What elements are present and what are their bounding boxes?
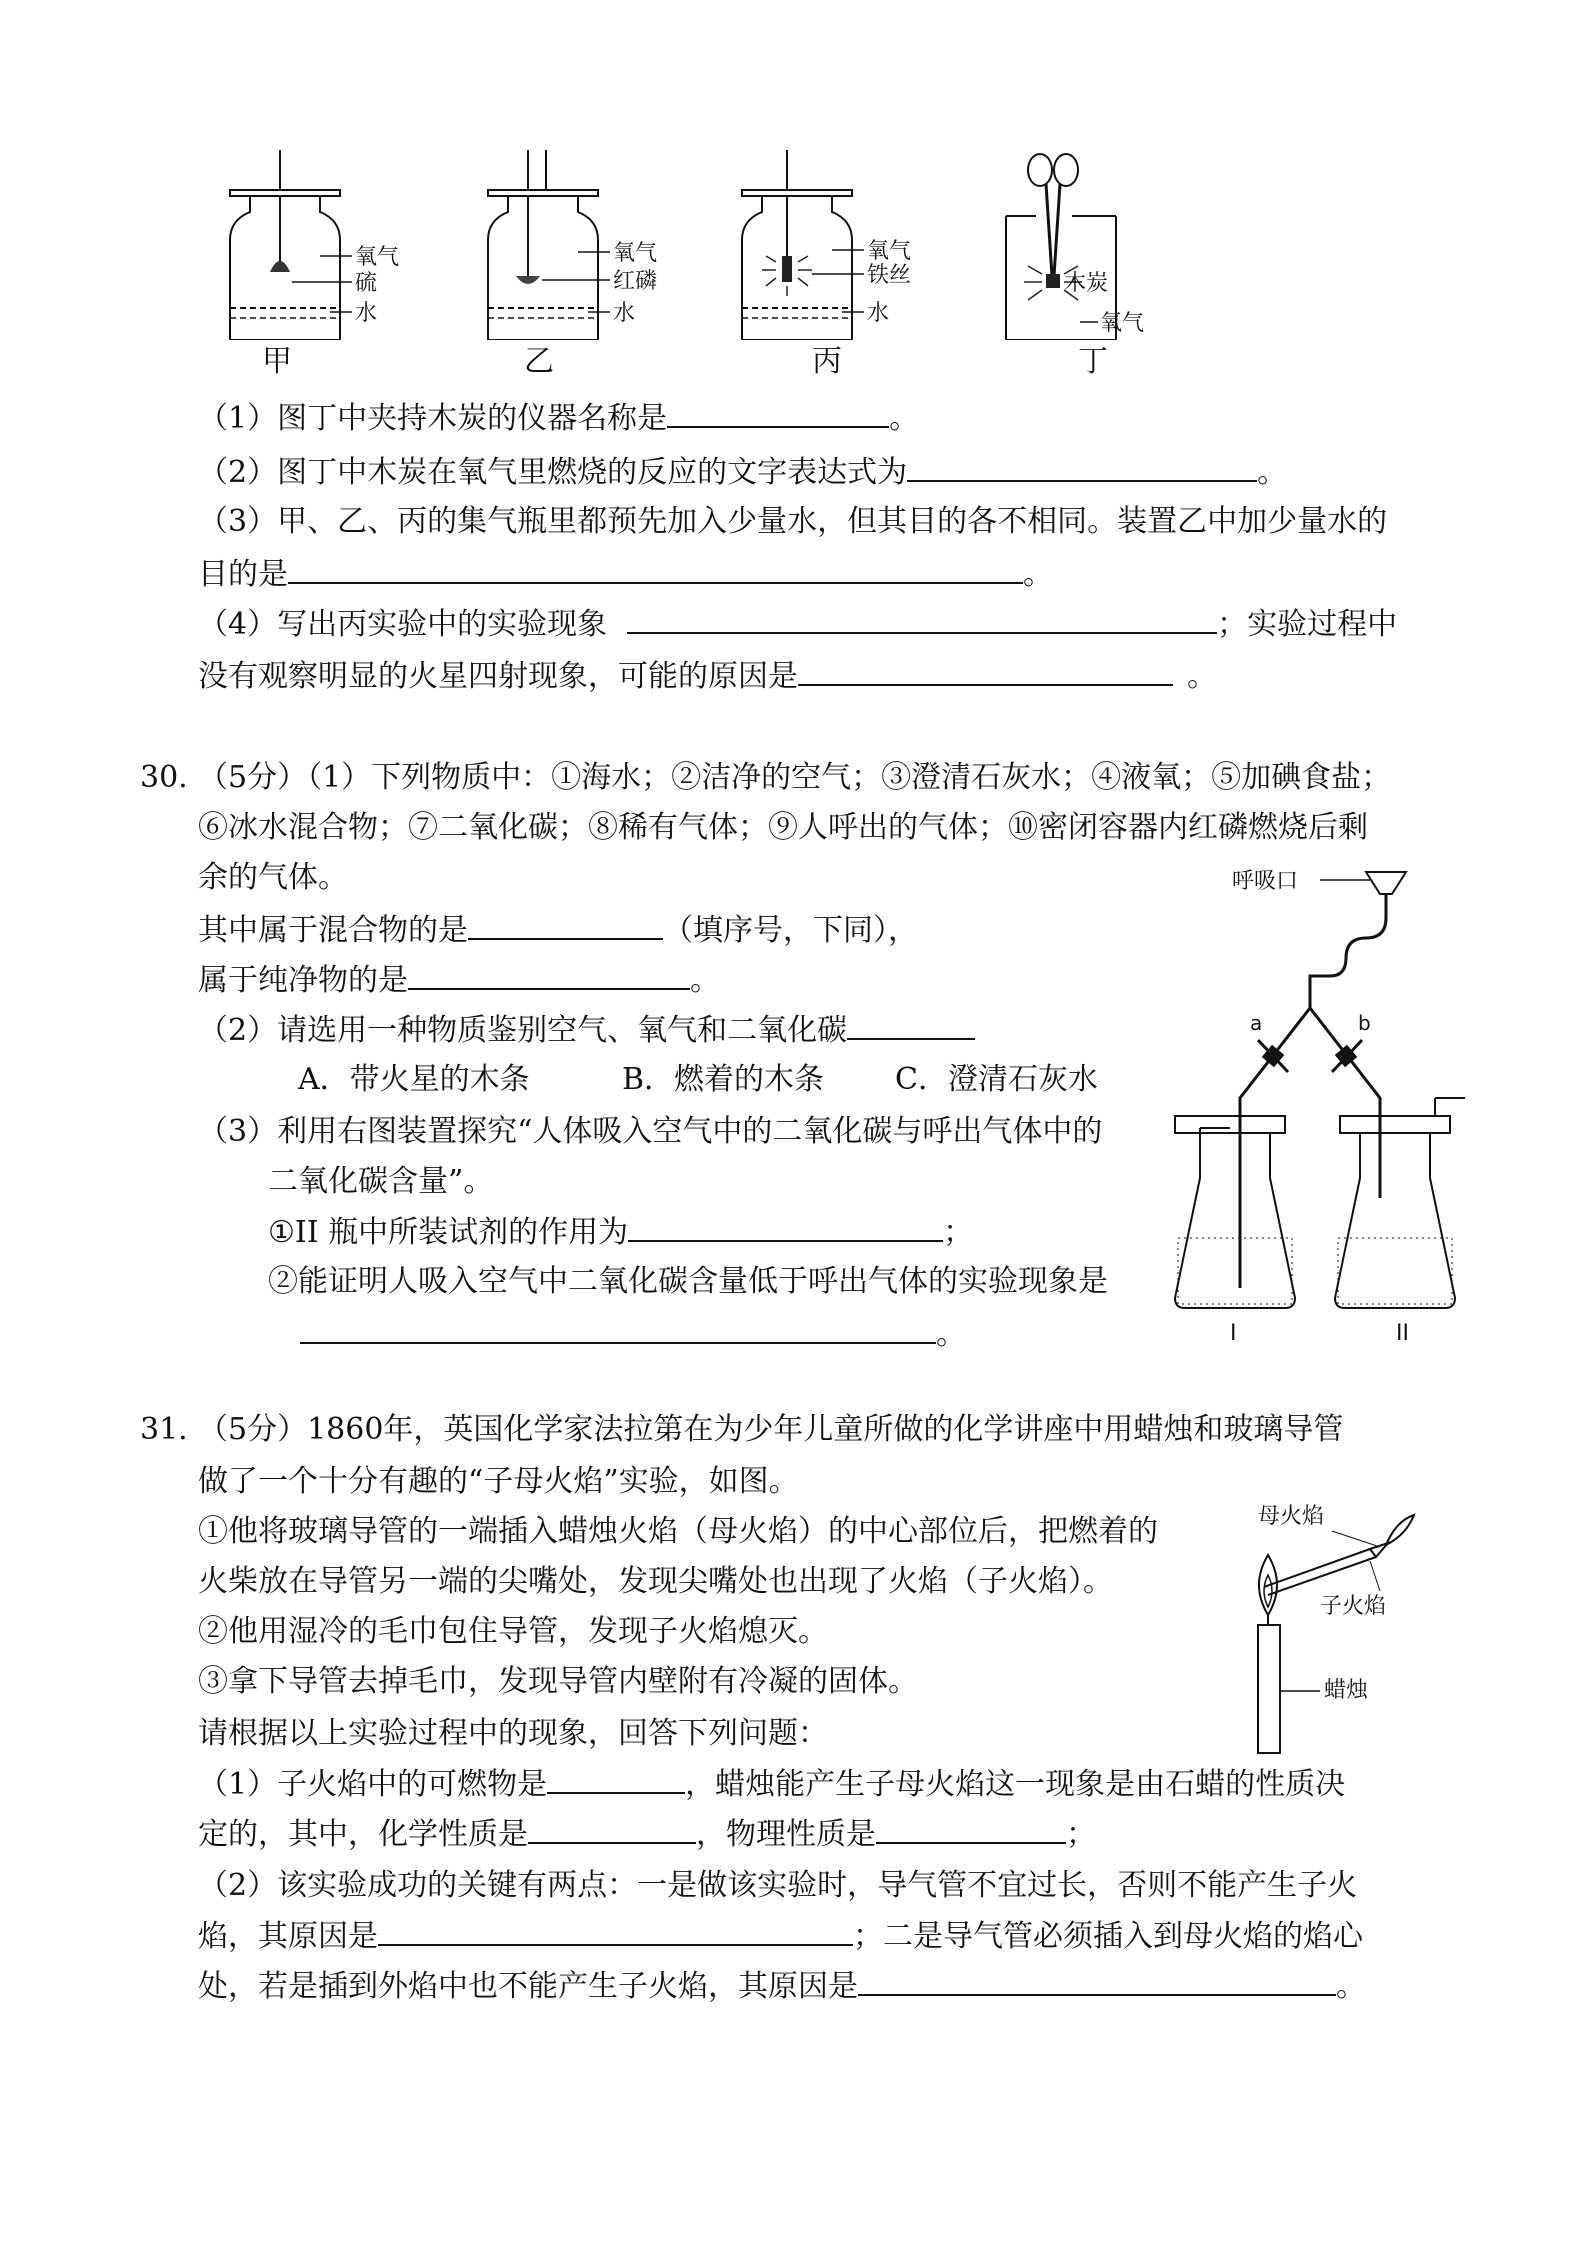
q31-line3: ①他将玻璃导管的一端插入蜡烛火焰（母火焰）的中心部位后，把燃着的 — [198, 1514, 1158, 1549]
q30-line1: （5分）（1）下列物质中：①海水；②洁净的空气；③澄清石灰水；④液氧；⑤加碘食盐； — [198, 760, 1392, 795]
valve-a-label: a — [1250, 1011, 1263, 1035]
q29-part4-line2: 没有观察明显的火星四射现象，可能的原因是 。 — [198, 656, 1217, 697]
jar-bing-figure — [732, 150, 912, 340]
q30-line4: 其中属于混合物的是 （填序号，下同）， — [198, 910, 918, 951]
jar-jia-figure — [220, 150, 400, 340]
q30-line3: 余的气体。 — [198, 860, 348, 895]
flask-I-label: I — [1230, 1321, 1237, 1346]
q30-option-a: A．带火星的木条 — [298, 1062, 530, 1097]
label-sulfur: 硫 — [355, 271, 378, 296]
answer-blank[interactable] — [378, 1916, 853, 1946]
q29-part4-line1: （4）写出丙实验中的实验现象 ；实验过程中 — [198, 604, 1397, 645]
q31-line4: 火柴放在导管另一端的尖嘴处，发现尖嘴处也出现了火焰（子火焰）。 — [198, 1564, 1113, 1599]
q29-part3-line1: （3）甲、乙、丙的集气瓶里都预先加入少量水，但其目的各不相同。装置乙中加少量水的 — [198, 504, 1388, 539]
candle-flame-figure — [1220, 1495, 1440, 1755]
q31-line11: 焰，其原因是 ；二是导气管必须插入到母火焰的焰心 — [198, 1916, 1363, 1957]
q31-line1: （5分）1860年，英国化学家法拉第在为少年儿童所做的化学讲座中用蜡烛和玻璃导管 — [198, 1412, 1344, 1447]
answer-blank[interactable] — [667, 398, 889, 428]
label-candle: 蜡烛 — [1324, 1678, 1369, 1703]
caption-bing: 丙 — [812, 344, 842, 379]
label-charcoal: 木炭 — [1064, 271, 1109, 296]
q29-part3-line2: 目的是 。 — [198, 554, 1053, 595]
label-water: 水 — [867, 301, 890, 326]
caption-ding: 丁 — [1078, 344, 1108, 379]
answer-blank[interactable] — [858, 1966, 1336, 1996]
caption-yi: 乙 — [524, 344, 554, 379]
flask-II-label: II — [1396, 1321, 1409, 1346]
q30-line6: （2）请选用一种物质鉴别空气、氧气和二氧化碳 — [198, 1010, 975, 1051]
q30-line5: 属于纯净物的是 。 — [198, 960, 720, 1001]
answer-blank[interactable] — [798, 656, 1173, 686]
q31-line6: ③拿下导管去掉毛巾，发现导管内壁附有冷凝的固体。 — [198, 1664, 918, 1699]
answer-blank[interactable] — [547, 1764, 685, 1794]
q30-line11: 。 — [300, 1314, 966, 1355]
label-oxygen: 氧气 — [355, 245, 400, 270]
q30-line7: （3）利用右图装置探究“人体吸入空气中的二氧化碳与呼出气体中的 — [198, 1114, 1103, 1149]
label-mother-flame: 母火焰 — [1258, 1504, 1325, 1529]
breathing-apparatus-figure — [1170, 858, 1470, 1348]
answer-blank[interactable] — [628, 1212, 943, 1242]
label-child-flame: 子火焰 — [1320, 1594, 1387, 1619]
answer-blank[interactable] — [468, 910, 663, 940]
q29-part1: （1）图丁中夹持木炭的仪器名称是 。 — [198, 398, 919, 439]
q30-option-c: C．澄清石灰水 — [895, 1062, 1098, 1097]
label-water: 水 — [355, 301, 378, 326]
label-oxygen: 氧气 — [613, 241, 658, 266]
q31-line7: 请根据以上实验过程中的现象，回答下列问题： — [198, 1716, 828, 1751]
answer-blank[interactable] — [847, 1010, 975, 1040]
valve-b-label: b — [1358, 1011, 1371, 1035]
answer-blank[interactable] — [408, 960, 690, 990]
label-oxygen: 氧气 — [1100, 311, 1145, 336]
q30-line10: ②能证明人吸入空气中二氧化碳含量低于呼出气体的实验现象是 — [268, 1264, 1108, 1299]
q31-line5: ②他用湿冷的毛巾包住导管，发现子火焰熄灭。 — [198, 1614, 828, 1649]
q30-option-b: B．燃着的木条 — [622, 1062, 825, 1097]
q29-part2: （2）图丁中木炭在氧气里燃烧的反应的文字表达式为 。 — [198, 452, 1287, 493]
label-red-phosphorus: 红磷 — [613, 269, 658, 294]
q31-line9: 定的，其中，化学性质是 ，物理性质是 ； — [198, 1814, 1096, 1855]
q31-number: 31. — [140, 1412, 188, 1447]
label-water: 水 — [613, 301, 636, 326]
answer-blank[interactable] — [528, 1814, 696, 1844]
q30-number: 30. — [140, 760, 188, 795]
q31-line10: （2）该实验成功的关键有两点：一是做该实验时，导气管不宜过长，否则不能产生子火 — [198, 1868, 1358, 1903]
jar-ding-figure — [996, 150, 1176, 340]
answer-blank[interactable] — [288, 554, 1023, 584]
answer-blank[interactable] — [627, 604, 1217, 634]
caption-jia: 甲 — [262, 344, 292, 379]
jar-yi-figure — [478, 150, 658, 340]
answer-blank[interactable] — [300, 1314, 936, 1344]
q31-line2: 做了一个十分有趣的“子母火焰”实验，如图。 — [198, 1464, 799, 1499]
label-iron-wire: 铁丝 — [867, 263, 912, 288]
label-oxygen: 氧气 — [867, 239, 912, 264]
q31-line12: 处，若是插到外焰中也不能产生子火焰，其原因是 。 — [198, 1966, 1366, 2007]
q30-line8: 二氧化碳含量”。 — [268, 1164, 494, 1199]
label-mouthpiece: 呼吸口 — [1232, 869, 1299, 894]
q31-line8: （1）子火焰中的可燃物是 ，蜡烛能产生子母火焰这一现象是由石蜡的性质决 — [198, 1764, 1345, 1805]
answer-blank[interactable] — [876, 1814, 1066, 1844]
q30-line2: ⑥冰水混合物；⑦二氧化碳；⑧稀有气体；⑨人呼出的气体；⑩密闭容器内红磷燃烧后剩 — [198, 810, 1368, 845]
answer-blank[interactable] — [907, 452, 1257, 482]
q30-line9: ①II 瓶中所装试剂的作用为 ； — [268, 1212, 973, 1253]
